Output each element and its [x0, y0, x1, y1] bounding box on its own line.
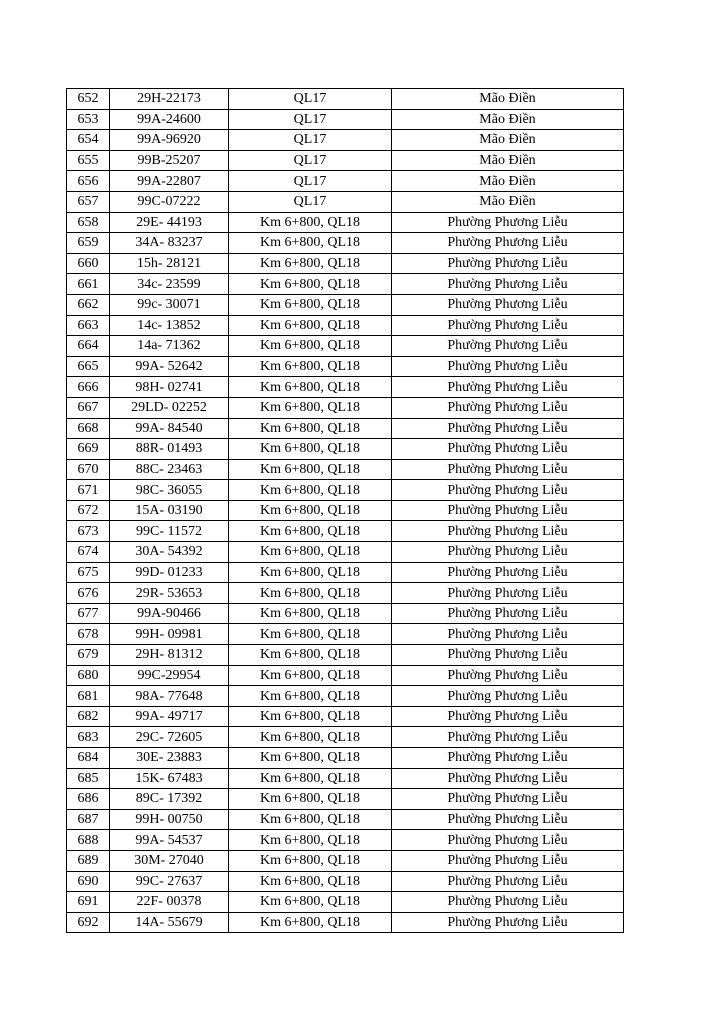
- row-number-cell: 681: [67, 686, 110, 707]
- table-row: [67, 583, 624, 604]
- license-plate-cell: 29E- 44193: [110, 212, 229, 233]
- license-plate-cell: 99C- 11572: [110, 521, 229, 542]
- license-plate-cell: 99B-25207: [110, 150, 229, 171]
- location-cell: Km 6+800, QL18: [229, 850, 392, 871]
- location-cell: Km 6+800, QL18: [229, 727, 392, 748]
- table-row: [67, 686, 624, 707]
- table-row: [67, 850, 624, 871]
- row-number-cell: 687: [67, 809, 110, 830]
- license-plate-cell: 99A-90466: [110, 603, 229, 624]
- row-number-cell: 657: [67, 191, 110, 212]
- location-cell: Km 6+800, QL18: [229, 871, 392, 892]
- row-number-cell: 662: [67, 294, 110, 315]
- row-number-cell: 655: [67, 150, 110, 171]
- ward-cell: Mão Điền: [392, 150, 624, 171]
- ward-cell: Phường Phương Liễu: [392, 294, 624, 315]
- ward-cell: Phường Phương Liễu: [392, 727, 624, 748]
- table-row: [67, 665, 624, 686]
- table-row: [67, 294, 624, 315]
- ward-cell: Phường Phương Liễu: [392, 871, 624, 892]
- ward-cell: Phường Phương Liễu: [392, 850, 624, 871]
- location-cell: Km 6+800, QL18: [229, 706, 392, 727]
- license-plate-cell: 88R- 01493: [110, 439, 229, 460]
- row-number-cell: 656: [67, 171, 110, 192]
- records-table: [66, 88, 624, 933]
- table-row: [67, 171, 624, 192]
- license-plate-cell: 14A- 55679: [110, 912, 229, 933]
- location-cell: Km 6+800, QL18: [229, 315, 392, 336]
- license-plate-cell: 89C- 17392: [110, 789, 229, 810]
- row-number-cell: 654: [67, 130, 110, 151]
- table-row: [67, 418, 624, 439]
- row-number-cell: 688: [67, 830, 110, 851]
- row-number-cell: 668: [67, 418, 110, 439]
- ward-cell: Mão Điền: [392, 191, 624, 212]
- row-number-cell: 660: [67, 253, 110, 274]
- location-cell: Km 6+800, QL18: [229, 768, 392, 789]
- row-number-cell: 685: [67, 768, 110, 789]
- ward-cell: Phường Phương Liễu: [392, 912, 624, 933]
- ward-cell: Phường Phương Liễu: [392, 789, 624, 810]
- location-cell: QL17: [229, 89, 392, 110]
- row-number-cell: 682: [67, 706, 110, 727]
- location-cell: Km 6+800, QL18: [229, 789, 392, 810]
- license-plate-cell: 29R- 53653: [110, 583, 229, 604]
- row-number-cell: 665: [67, 356, 110, 377]
- ward-cell: Mão Điền: [392, 130, 624, 151]
- row-number-cell: 666: [67, 377, 110, 398]
- location-cell: QL17: [229, 171, 392, 192]
- license-plate-cell: 99A- 54537: [110, 830, 229, 851]
- location-cell: QL17: [229, 130, 392, 151]
- table-row: [67, 706, 624, 727]
- location-cell: Km 6+800, QL18: [229, 645, 392, 666]
- ward-cell: Phường Phương Liễu: [392, 706, 624, 727]
- row-number-cell: 689: [67, 850, 110, 871]
- license-plate-cell: 30A- 54392: [110, 542, 229, 563]
- ward-cell: Phường Phương Liễu: [392, 480, 624, 501]
- table-row: [67, 624, 624, 645]
- row-number-cell: 679: [67, 645, 110, 666]
- location-cell: Km 6+800, QL18: [229, 912, 392, 933]
- table-row: [67, 356, 624, 377]
- ward-cell: Phường Phương Liễu: [392, 274, 624, 295]
- ward-cell: Phường Phương Liễu: [392, 645, 624, 666]
- license-plate-cell: 99C-29954: [110, 665, 229, 686]
- ward-cell: Phường Phương Liễu: [392, 603, 624, 624]
- license-plate-cell: 99A-24600: [110, 109, 229, 130]
- license-plate-cell: 99A-22807: [110, 171, 229, 192]
- ward-cell: Phường Phương Liễu: [392, 500, 624, 521]
- table-row: [67, 562, 624, 583]
- row-number-cell: 680: [67, 665, 110, 686]
- table-row: [67, 397, 624, 418]
- row-number-cell: 676: [67, 583, 110, 604]
- license-plate-cell: 22F- 00378: [110, 892, 229, 913]
- location-cell: Km 6+800, QL18: [229, 665, 392, 686]
- license-plate-cell: 14a- 71362: [110, 336, 229, 357]
- license-plate-cell: 30M- 27040: [110, 850, 229, 871]
- row-number-cell: 669: [67, 439, 110, 460]
- ward-cell: Phường Phương Liễu: [392, 418, 624, 439]
- license-plate-cell: 15h- 28121: [110, 253, 229, 274]
- table-row: [67, 542, 624, 563]
- table-row: [67, 439, 624, 460]
- row-number-cell: 673: [67, 521, 110, 542]
- row-number-cell: 661: [67, 274, 110, 295]
- table-row: [67, 830, 624, 851]
- location-cell: Km 6+800, QL18: [229, 603, 392, 624]
- license-plate-cell: 29H- 81312: [110, 645, 229, 666]
- license-plate-cell: 99H- 00750: [110, 809, 229, 830]
- table-row: [67, 912, 624, 933]
- ward-cell: Phường Phương Liễu: [392, 336, 624, 357]
- location-cell: Km 6+800, QL18: [229, 748, 392, 769]
- row-number-cell: 664: [67, 336, 110, 357]
- ward-cell: Phường Phương Liễu: [392, 439, 624, 460]
- table-row: [67, 459, 624, 480]
- license-plate-cell: 30E- 23883: [110, 748, 229, 769]
- license-plate-cell: 98C- 36055: [110, 480, 229, 501]
- location-cell: QL17: [229, 150, 392, 171]
- table-row: [67, 274, 624, 295]
- row-number-cell: 663: [67, 315, 110, 336]
- table-row: [67, 150, 624, 171]
- table-row: [67, 315, 624, 336]
- table-row: [67, 233, 624, 254]
- row-number-cell: 671: [67, 480, 110, 501]
- row-number-cell: 653: [67, 109, 110, 130]
- license-plate-cell: 99A- 49717: [110, 706, 229, 727]
- table-row: [67, 480, 624, 501]
- table-row: [67, 768, 624, 789]
- table-row: [67, 892, 624, 913]
- table-row: [67, 336, 624, 357]
- license-plate-cell: 34A- 83237: [110, 233, 229, 254]
- row-number-cell: 684: [67, 748, 110, 769]
- location-cell: Km 6+800, QL18: [229, 809, 392, 830]
- location-cell: Km 6+800, QL18: [229, 624, 392, 645]
- table-row: [67, 253, 624, 274]
- location-cell: Km 6+800, QL18: [229, 439, 392, 460]
- row-number-cell: 658: [67, 212, 110, 233]
- table-row: [67, 645, 624, 666]
- table-row: [67, 748, 624, 769]
- license-plate-cell: 29H-22173: [110, 89, 229, 110]
- ward-cell: Phường Phương Liễu: [392, 892, 624, 913]
- license-plate-cell: 99c- 30071: [110, 294, 229, 315]
- license-plate-cell: 99H- 09981: [110, 624, 229, 645]
- license-plate-cell: 14c- 13852: [110, 315, 229, 336]
- license-plate-cell: 99C- 27637: [110, 871, 229, 892]
- location-cell: Km 6+800, QL18: [229, 294, 392, 315]
- ward-cell: Phường Phương Liễu: [392, 809, 624, 830]
- location-cell: Km 6+800, QL18: [229, 377, 392, 398]
- license-plate-cell: 29LD- 02252: [110, 397, 229, 418]
- location-cell: Km 6+800, QL18: [229, 500, 392, 521]
- ward-cell: Phường Phương Liễu: [392, 233, 624, 254]
- records-table-body: [67, 89, 624, 933]
- location-cell: Km 6+800, QL18: [229, 418, 392, 439]
- row-number-cell: 667: [67, 397, 110, 418]
- ward-cell: Phường Phương Liễu: [392, 583, 624, 604]
- ward-cell: Phường Phương Liễu: [392, 253, 624, 274]
- row-number-cell: 652: [67, 89, 110, 110]
- table-row: [67, 603, 624, 624]
- location-cell: Km 6+800, QL18: [229, 480, 392, 501]
- row-number-cell: 692: [67, 912, 110, 933]
- table-row: [67, 109, 624, 130]
- ward-cell: Mão Điền: [392, 89, 624, 110]
- table-row: [67, 871, 624, 892]
- row-number-cell: 670: [67, 459, 110, 480]
- ward-cell: Phường Phương Liễu: [392, 521, 624, 542]
- location-cell: Km 6+800, QL18: [229, 212, 392, 233]
- table-row: [67, 89, 624, 110]
- location-cell: Km 6+800, QL18: [229, 521, 392, 542]
- license-plate-cell: 34c- 23599: [110, 274, 229, 295]
- ward-cell: Phường Phương Liễu: [392, 748, 624, 769]
- ward-cell: Phường Phương Liễu: [392, 397, 624, 418]
- row-number-cell: 678: [67, 624, 110, 645]
- license-plate-cell: 88C- 23463: [110, 459, 229, 480]
- location-cell: Km 6+800, QL18: [229, 892, 392, 913]
- row-number-cell: 686: [67, 789, 110, 810]
- ward-cell: Phường Phương Liễu: [392, 377, 624, 398]
- license-plate-cell: 29C- 72605: [110, 727, 229, 748]
- license-plate-cell: 99A- 84540: [110, 418, 229, 439]
- license-plate-cell: 15K- 67483: [110, 768, 229, 789]
- license-plate-cell: 98H- 02741: [110, 377, 229, 398]
- location-cell: Km 6+800, QL18: [229, 336, 392, 357]
- row-number-cell: 659: [67, 233, 110, 254]
- location-cell: Km 6+800, QL18: [229, 356, 392, 377]
- license-plate-cell: 15A- 03190: [110, 500, 229, 521]
- license-plate-cell: 99D- 01233: [110, 562, 229, 583]
- ward-cell: Phường Phương Liễu: [392, 212, 624, 233]
- table-row: [67, 191, 624, 212]
- ward-cell: Phường Phương Liễu: [392, 459, 624, 480]
- license-plate-cell: 98A- 77648: [110, 686, 229, 707]
- ward-cell: Phường Phương Liễu: [392, 768, 624, 789]
- ward-cell: Mão Điền: [392, 109, 624, 130]
- location-cell: Km 6+800, QL18: [229, 459, 392, 480]
- row-number-cell: 677: [67, 603, 110, 624]
- location-cell: Km 6+800, QL18: [229, 274, 392, 295]
- row-number-cell: 674: [67, 542, 110, 563]
- table-row: [67, 521, 624, 542]
- row-number-cell: 690: [67, 871, 110, 892]
- ward-cell: Phường Phương Liễu: [392, 624, 624, 645]
- row-number-cell: 675: [67, 562, 110, 583]
- location-cell: QL17: [229, 109, 392, 130]
- location-cell: Km 6+800, QL18: [229, 542, 392, 563]
- table-row: [67, 377, 624, 398]
- ward-cell: Phường Phương Liễu: [392, 542, 624, 563]
- ward-cell: Phường Phương Liễu: [392, 686, 624, 707]
- table-row: [67, 500, 624, 521]
- location-cell: Km 6+800, QL18: [229, 562, 392, 583]
- location-cell: Km 6+800, QL18: [229, 583, 392, 604]
- license-plate-cell: 99C-07222: [110, 191, 229, 212]
- ward-cell: Phường Phương Liễu: [392, 665, 624, 686]
- ward-cell: Phường Phương Liễu: [392, 562, 624, 583]
- location-cell: Km 6+800, QL18: [229, 233, 392, 254]
- table-row: [67, 789, 624, 810]
- row-number-cell: 691: [67, 892, 110, 913]
- ward-cell: Phường Phương Liễu: [392, 315, 624, 336]
- license-plate-cell: 99A-96920: [110, 130, 229, 151]
- location-cell: Km 6+800, QL18: [229, 253, 392, 274]
- row-number-cell: 672: [67, 500, 110, 521]
- location-cell: Km 6+800, QL18: [229, 397, 392, 418]
- location-cell: Km 6+800, QL18: [229, 830, 392, 851]
- license-plate-cell: 99A- 52642: [110, 356, 229, 377]
- location-cell: Km 6+800, QL18: [229, 686, 392, 707]
- table-row: [67, 809, 624, 830]
- table-row: [67, 727, 624, 748]
- location-cell: QL17: [229, 191, 392, 212]
- table-row: [67, 130, 624, 151]
- ward-cell: Phường Phương Liễu: [392, 830, 624, 851]
- ward-cell: Phường Phương Liễu: [392, 356, 624, 377]
- ward-cell: Mão Điền: [392, 171, 624, 192]
- row-number-cell: 683: [67, 727, 110, 748]
- table-row: [67, 212, 624, 233]
